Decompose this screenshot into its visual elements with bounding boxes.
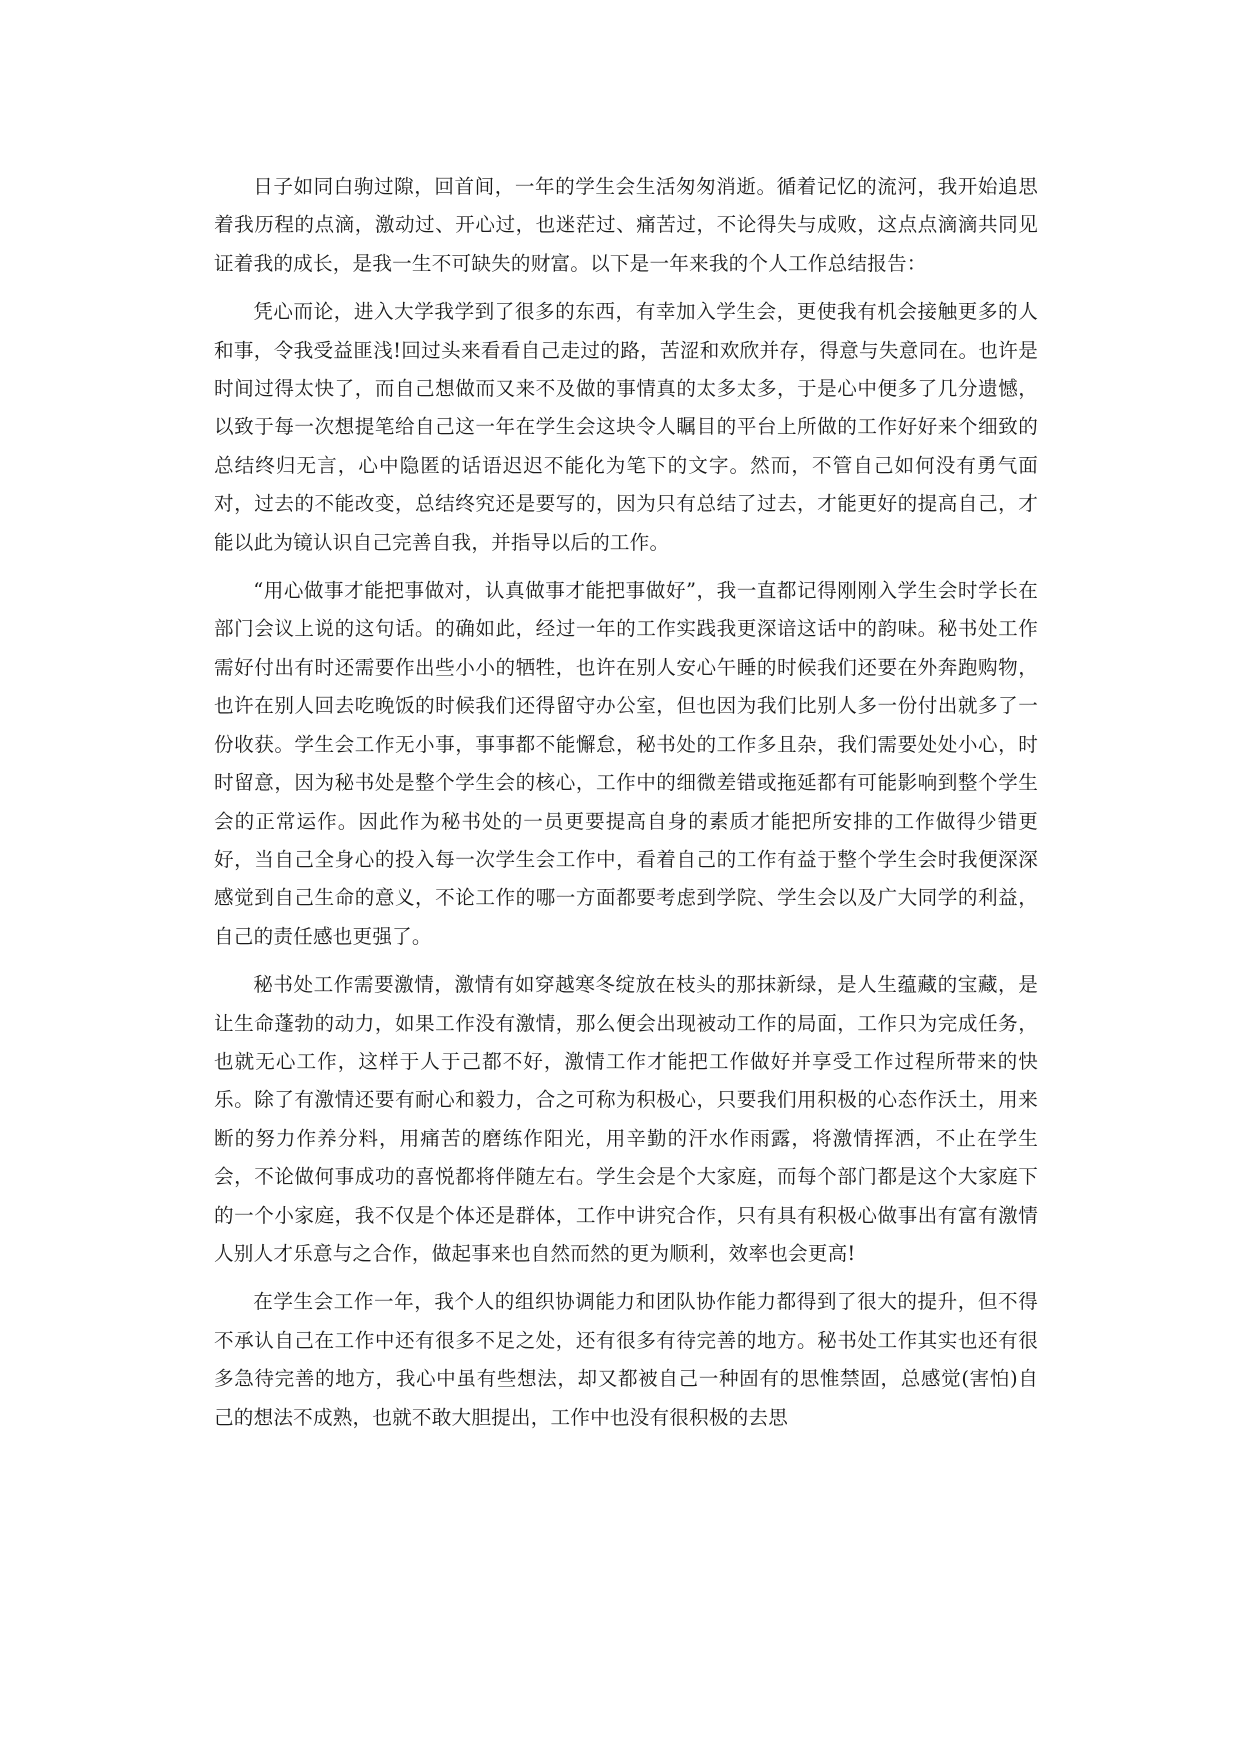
- paragraph-2: 凭心而论，进入大学我学到了很多的东西，有幸加入学生会，更使我有机会接触更多的人和事，令我受益匪浅!回过头来看看自己走过的路，苦涩和欢欣并存，得意与失意同在。也许是时间过得太快了，而自己想做而又来不及做的事情真的太多太多，于是心中便多了几分遗憾，以致于每一次想提笔给自己这一年在学生会这块令人瞩目的平台上所做的工作好好来个细致的总结终归无言，心中隐匿的话语迟迟不能化为笔下的文字。然而，不管自己如何没有勇气面对，过去的不能改变，总结终究还是要写的，因为只有总结了过去，才能更好的提高自己，才能以此为镜认识自己完善自我，并指导以后的工作。: [214, 300, 1038, 554]
- document-body: [214, 168, 1038, 1447]
- paragraph-5: 在学生会工作一年，我个人的组织协调能力和团队协作能力都得到了很大的提升，但不得不承认自己在工作中还有很多不足之处，还有很多有待完善的地方。秘书处工作其实也还有很多急待完善的地方，我心中虽有些想法，却又都被自己一种固有的思惟禁固，总感觉(害怕)自己的想法不成熟，也就不敢大胆提出，工作中也没有很积极的去思: [214, 1290, 1038, 1429]
- paragraph-3: “用心做事才能把事做对，认真做事才能把事做好”，我一直都记得刚刚入学生会时学长在部门会议上说的这句话。的确如此，经过一年的工作实践我更深谙这话中的韵味。秘书处工作需好付出有时还需要作出些小小的牺牲，也许在别人安心午睡的时候我们还要在外奔跑购物，也许在别人回去吃晚饭的时候我们还得留守办公室，但也因为我们比别人多一份付出就多了一份收获。学生会工作无小事，事事都不能懈怠，秘书处的工作多且杂，我们需要处处小心，时时留意，因为秘书处是整个学生会的核心，工作中的细微差错或拖延都有可能影响到整个学生会的正常运作。因此作为秘书处的一员更要提高自身的素质才能把所安排的工作做得少错更好，当自己全身心的投入每一次学生会工作中，看着自己的工作有益于整个学生会时我便深深感觉到自己生命的意义，不论工作的哪一方面都要考虑到学院、学生会以及广大同学的利益，自己的责任感也更强了。: [214, 579, 1038, 948]
- paragraph-4: 秘书处工作需要激情，激情有如穿越寒冬绽放在枝头的那抹新绿，是人生蕴藏的宝藏，是让生命蓬勃的动力，如果工作没有激情，那么便会出现被动工作的局面，工作只为完成任务，也就无心工作，这样于人于己都不好，激情工作才能把工作做好并享受工作过程所带来的快乐。除了有激情还要有耐心和毅力，合之可称为积极心，只要我们用积极的心态作沃土，用来断的努力作养分料，用痛苦的磨练作阳光，用辛勤的汗水作雨露，将激情挥洒，不止在学生会，不论做何事成功的喜悦都将伴随左右。学生会是个大家庭，而每个部门都是这个大家庭下的一个小家庭，我不仅是个体还是群体，工作中讲究合作，只有具有积极心做事出有富有激情人别人才乐意与之合作，做起事来也自然而然的更为顺利，效率也会更高!: [214, 973, 1038, 1265]
- paragraph-1: 日子如同白驹过隙，回首间，一年的学生会生活匆匆消逝。循着记忆的流河，我开始追思着我历程的点滴，激动过、开心过，也迷茫过、痛苦过，不论得失与成败，这点点滴滴共同见证着我的成长，是我一生不可缺失的财富。以下是一年来我的个人工作总结报告：: [214, 175, 1038, 275]
